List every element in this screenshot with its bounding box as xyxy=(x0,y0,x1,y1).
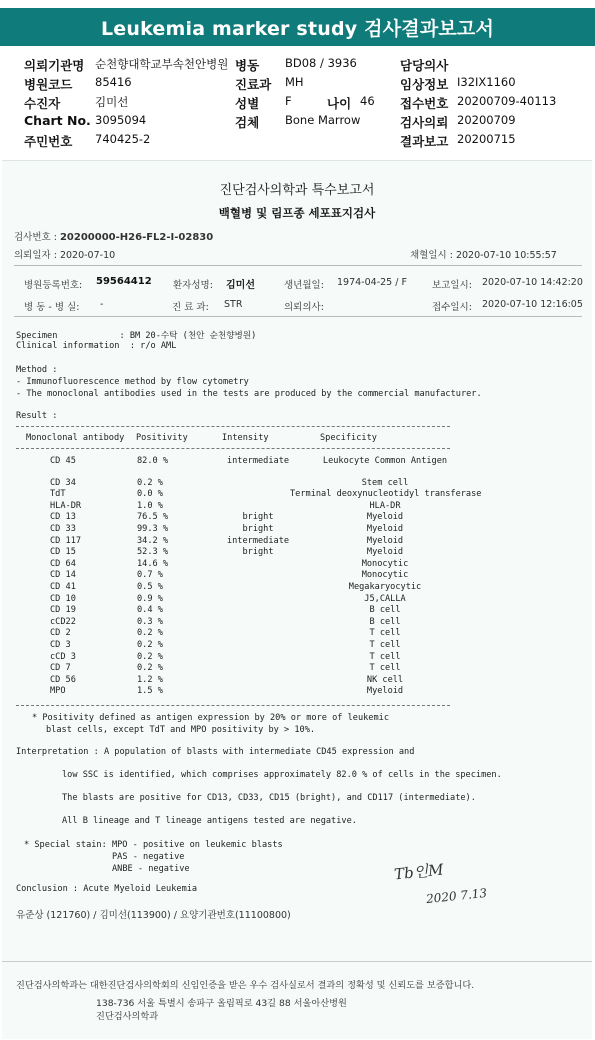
receipt-dt: 2020-07-10 12:16:05 xyxy=(482,299,583,310)
specificity-cell: T cell xyxy=(369,663,401,674)
header-value: MH xyxy=(285,75,304,89)
header-label: 성별 xyxy=(235,96,260,111)
antibody-cell: CD 13 xyxy=(50,512,76,523)
result-row xyxy=(2,489,592,501)
header-value: 순천향대학교부속천안병원 xyxy=(95,57,229,71)
positivity-cell: 0.4 % xyxy=(137,605,163,616)
positivity-cell: 0.2 % xyxy=(137,651,163,662)
antibody-cell: CD 117 xyxy=(50,535,82,546)
signature-date: 2020 7.13 xyxy=(425,885,488,907)
conclusion: Conclusion : Acute Myeloid Leukemia xyxy=(16,884,198,894)
footer-address: 138-736 서울 특별시 송파구 올림픽로 43길 88 서울아산병원 xyxy=(96,998,347,1009)
antibody-cell: CD 10 xyxy=(50,593,76,604)
header-label: 진료과 xyxy=(235,77,272,92)
positivity-cell: 0.3 % xyxy=(137,616,163,627)
result-row xyxy=(2,478,592,490)
positivity-cell: 1.0 % xyxy=(137,500,163,511)
header-value: BD08 / 3936 xyxy=(285,56,357,70)
positivity-cell: 82.0 % xyxy=(137,456,169,466)
specificity-cell: Terminal deoxynucleotidyl transferase xyxy=(290,489,482,500)
specificity-cell: Myeloid xyxy=(366,524,404,534)
antibody-cell: CD 34 xyxy=(50,477,76,488)
header-label: 나이 xyxy=(327,96,352,111)
positivity-cell: 0.2 % xyxy=(137,628,163,639)
header-label: 검체 xyxy=(235,115,260,130)
reg-label: 병원등록번호: xyxy=(24,280,83,291)
positivity-cell: 0.5 % xyxy=(137,582,163,592)
result-row xyxy=(2,594,592,606)
specimen-line: Specimen : BM 20-수탁 (천안 순천향병원) xyxy=(16,331,257,341)
ward: - xyxy=(100,299,104,310)
result-row xyxy=(2,675,592,687)
antibody-cell: CD 41 xyxy=(50,582,76,592)
result-row xyxy=(2,512,592,524)
specificity-cell: Myeloid xyxy=(366,547,404,558)
antibody-cell: CD 64 xyxy=(50,558,76,569)
report-title: 진단검사의학과 특수보고서 xyxy=(219,183,375,198)
special-stain-3: ANBE - negative xyxy=(112,864,190,874)
dob-label: 생년월일: xyxy=(284,280,324,291)
result-row xyxy=(2,640,592,652)
header-value: 46 xyxy=(360,94,375,108)
dept-label: 진 료 과: xyxy=(172,302,209,313)
positivity-cell: 34.2 % xyxy=(137,535,169,546)
header-row xyxy=(0,94,595,112)
specificity-cell: Myeloid xyxy=(366,686,404,697)
intensity-cell: bright xyxy=(242,524,274,534)
footer-dept: 진단검사의학과 xyxy=(96,1011,159,1022)
header-row xyxy=(0,132,595,150)
result-row xyxy=(2,617,592,629)
header-value: 20200709-40113 xyxy=(457,94,557,108)
interpretation-4: All B lineage and T lineage antigens tested are negative. xyxy=(62,816,357,826)
note-line-1: * Positivity defined as antigen expression by 20% or more of leukemic xyxy=(32,713,389,723)
patient-name: 김미선 xyxy=(226,280,255,291)
signature-name: Tb인M xyxy=(393,860,445,884)
antibody-cell: TdT xyxy=(50,489,66,500)
positivity-cell: 0.9 % xyxy=(137,593,163,604)
positivity-cell: 14.6 % xyxy=(137,558,169,569)
interpretation-1: Interpretation : A population of blasts with intermediate CD45 expression and xyxy=(16,747,415,757)
positivity-cell: 99.3 % xyxy=(137,524,169,534)
header-value: 20200715 xyxy=(457,132,516,146)
antibody-cell: CD 33 xyxy=(50,524,76,534)
antibody-cell: CD 45 xyxy=(50,456,76,466)
special-stain-1: * Special stain: MPO - positive on leukemic blasts xyxy=(24,840,283,850)
header-label: Chart No. xyxy=(24,113,91,128)
report-dt-label: 보고일시: xyxy=(432,280,472,291)
intensity-cell: intermediate xyxy=(226,456,290,466)
report-banner xyxy=(0,8,595,46)
header-label: 검사의뢰 xyxy=(400,115,449,130)
report-dt: 2020-07-10 14:42:20 xyxy=(482,277,583,288)
antibody-cell: cCD 3 xyxy=(50,651,76,662)
specificity-cell: NK cell xyxy=(366,674,404,685)
col-positivity: Positivity xyxy=(136,433,188,443)
interpretation-3: The blasts are positive for CD13, CD33, CD15 (bright), and CD117 (intermediate). xyxy=(62,793,476,803)
specificity-cell: Myeloid xyxy=(366,535,404,546)
result-header xyxy=(2,433,592,445)
antibody-cell: cCD22 xyxy=(50,616,76,627)
positivity-cell: 1.5 % xyxy=(137,686,163,697)
intensity-cell: bright xyxy=(242,547,274,558)
antibody-cell: CD 7 xyxy=(50,663,71,674)
result-header-rule xyxy=(16,448,450,449)
header-label: 의뢰기관명 xyxy=(24,58,85,73)
specificity-cell: Myeloid xyxy=(366,512,404,523)
specificity-cell: T cell xyxy=(369,651,401,662)
specificity-cell: B cell xyxy=(369,616,401,627)
header-label: 결과보고 xyxy=(400,134,449,149)
specificity-cell: Monocytic xyxy=(361,558,409,569)
specificity-cell: Megakaryocytic xyxy=(348,582,422,592)
header-value: F xyxy=(285,94,292,108)
positivity-cell: 0.2 % xyxy=(137,663,163,674)
method-line-1: - Immunofluorescence method by flow cytometry xyxy=(16,377,249,387)
header-label: 접수번호 xyxy=(400,96,449,111)
positivity-cell: 52.3 % xyxy=(137,547,169,558)
special-report xyxy=(2,160,592,1039)
exam-no-label: 검사번호 : xyxy=(14,232,57,243)
result-label: Result : xyxy=(16,411,58,421)
positivity-cell: 0.7 % xyxy=(137,570,163,581)
specificity-cell: B cell xyxy=(369,605,401,616)
footer-notice: 진단검사의학과는 대한진단검사의학회의 신임인증을 받은 우수 검사실로서 결과의 정확성 및 신뢰도를 보증합니다. xyxy=(16,980,475,991)
antibody-cell: CD 15 xyxy=(50,547,76,558)
header-label: 병동 xyxy=(235,58,260,73)
header-label: 임상정보 xyxy=(400,77,449,92)
note-line-2: blast cells, except TdT and MPO positivity by > 10%. xyxy=(46,725,316,735)
result-row xyxy=(2,536,592,548)
exam-no-row xyxy=(14,229,213,243)
antibody-cell: CD 3 xyxy=(50,640,71,650)
result-row xyxy=(2,628,592,640)
header-label: 병원코드 xyxy=(24,77,73,92)
interpretation-2: low SSC is identified, which comprises approximately 82.0 % of cells in the specimen. xyxy=(62,770,502,780)
antibody-cell: CD 14 xyxy=(50,570,76,581)
header-label: 주민번호 xyxy=(24,134,73,149)
header-value: 20200709 xyxy=(457,113,516,127)
divider xyxy=(14,265,582,266)
header-row xyxy=(0,113,595,131)
reg-no: 59564412 xyxy=(96,276,152,287)
result-row xyxy=(2,501,592,513)
positivity-cell: 0.2 % xyxy=(137,477,163,488)
name-label: 환자성명: xyxy=(173,280,213,291)
specificity-cell: HLA-DR xyxy=(369,500,401,511)
result-top-rule xyxy=(16,426,450,427)
header-value: 김미선 xyxy=(95,95,129,109)
col-specificity: Specificity xyxy=(320,433,377,443)
specificity-cell: J5,CALLA xyxy=(364,593,406,604)
header-value: I32IX1160 xyxy=(457,75,516,89)
receipt-label: 접수일시: xyxy=(432,302,472,313)
result-row xyxy=(2,524,592,536)
result-row xyxy=(2,605,592,617)
result-row xyxy=(2,663,592,675)
method-line-2: - The monoclonal antibodies used in the tests are produced by the commercial manufacturer. xyxy=(16,389,482,399)
positivity-cell: 0.2 % xyxy=(137,640,163,650)
header-value: 85416 xyxy=(95,75,132,89)
result-row xyxy=(2,652,592,664)
intensity-cell: bright xyxy=(242,512,274,523)
col-intensity: Intensity xyxy=(222,433,269,443)
result-row xyxy=(2,686,592,698)
dob: 1974-04-25 / F xyxy=(337,277,407,288)
header-value: Bone Marrow xyxy=(285,113,361,127)
header-row xyxy=(0,56,595,74)
clinical-line: Clinical information : r/o AML xyxy=(16,341,177,351)
result-bottom-rule xyxy=(16,705,450,706)
header-value: 740425-2 xyxy=(95,132,151,146)
request-date: 의뢰일자 : 2020-07-10 xyxy=(14,250,116,261)
specificity-cell: Monocytic xyxy=(361,570,409,581)
positivity-cell: 76.5 % xyxy=(137,512,169,523)
exam-no: 20200000-H26-FL2-I-02830 xyxy=(59,232,214,243)
dept: STR xyxy=(224,299,243,310)
header-label: 수진자 xyxy=(24,96,61,111)
result-row xyxy=(2,582,592,594)
intensity-cell: intermediate xyxy=(226,535,290,546)
antibody-cell: MPO xyxy=(50,686,66,697)
header-value: 3095094 xyxy=(95,113,147,127)
header-row xyxy=(0,75,595,93)
antibody-cell: CD 56 xyxy=(50,674,76,685)
report-subtitle: 백혈병 및 림프종 세포표지검사 xyxy=(218,206,376,220)
specificity-cell: Stem cell xyxy=(361,477,409,488)
divider xyxy=(14,316,582,317)
signers: 유준상 (121760) / 김미선(113900) / 요양기관번호(11100800) xyxy=(16,910,291,921)
positivity-cell: 0.0 % xyxy=(137,489,163,500)
sample-date: 채혈일시 : 2020-07-10 10:55:57 xyxy=(410,250,557,261)
antibody-cell: CD 19 xyxy=(50,605,76,616)
special-stain-2: PAS - negative xyxy=(112,852,185,862)
footer-rule xyxy=(2,961,592,962)
result-row xyxy=(2,547,592,559)
result-row xyxy=(2,559,592,571)
positivity-cell: 1.2 % xyxy=(137,674,163,685)
specificity-cell: T cell xyxy=(369,640,401,650)
doctor-label: 의뢰의사: xyxy=(284,302,324,313)
col-antibody: Monoclonal antibody xyxy=(26,433,125,443)
method-label: Method : xyxy=(16,365,58,375)
banner-title: Leukemia marker study 검사결과보고서 xyxy=(100,17,495,40)
specificity-cell: T cell xyxy=(369,628,401,639)
header-label: 담당의사 xyxy=(400,58,449,73)
header-info xyxy=(0,52,595,152)
specificity-cell: Leukocyte Common Antigen xyxy=(322,456,448,466)
result-row xyxy=(2,570,592,582)
antibody-cell: HLA-DR xyxy=(50,500,82,511)
ward-label: 병 동 - 병 실: xyxy=(24,302,80,313)
antibody-cell: CD 2 xyxy=(50,628,71,639)
result-row xyxy=(2,456,592,468)
